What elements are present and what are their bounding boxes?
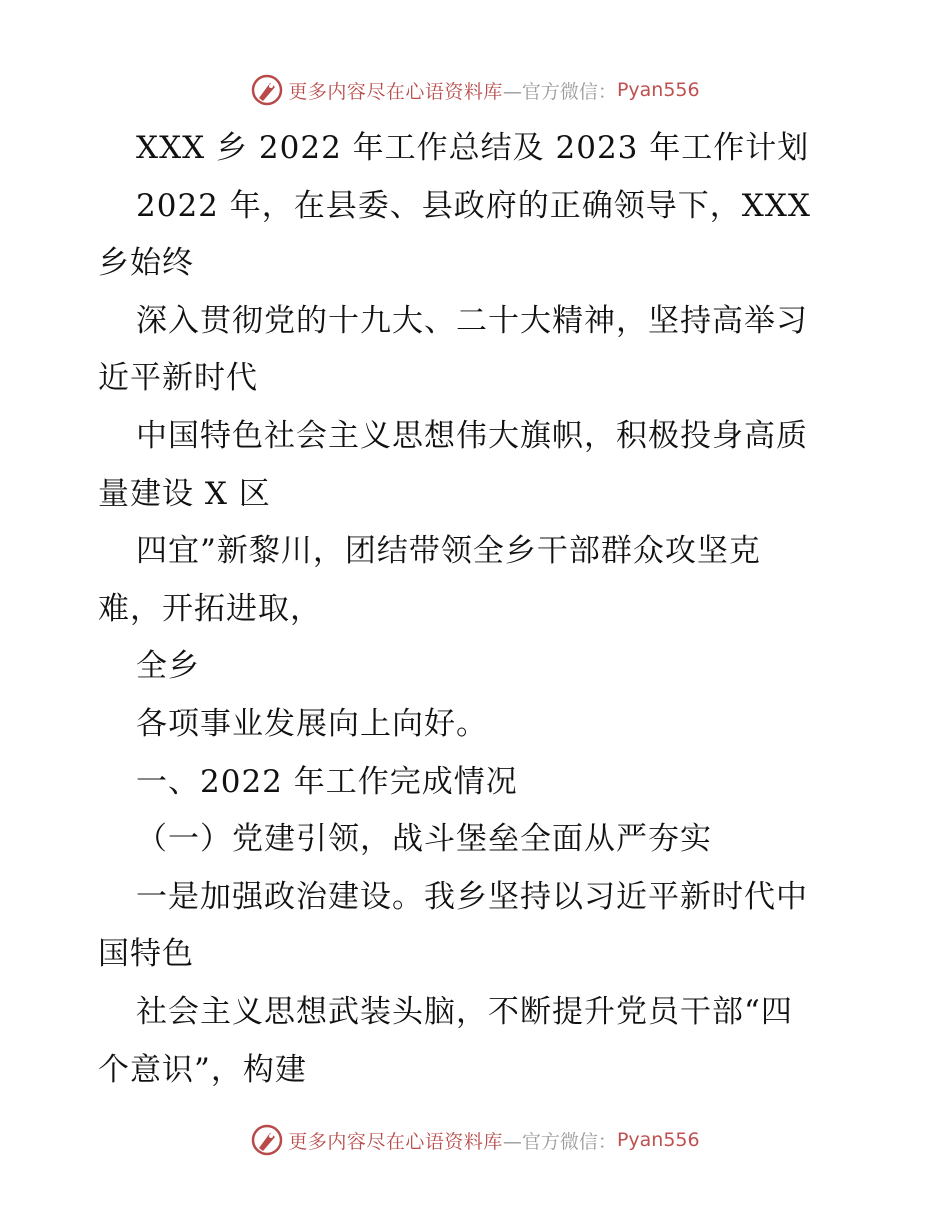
document-line: 近平新时代: [98, 360, 258, 397]
document-line: 国特色: [98, 936, 194, 973]
watermark-text: 更多内容尽在心语资料库: [288, 1130, 503, 1153]
document-line: 全乡: [136, 648, 200, 685]
document-line: 乡始终: [98, 245, 194, 282]
watermark-header: [0, 70, 950, 110]
document-line: 一是加强政治建设。我乡坚持以习近平新时代中: [136, 878, 808, 915]
document-line: 2022 年，在县委、县政府的正确领导下，XXX: [136, 187, 811, 224]
watermark-text: 更多内容尽在心语资料库: [288, 80, 503, 103]
document-line: 中国特色社会主义思想伟大旗帜，积极投身高质: [136, 417, 808, 454]
watermark-separator: —官方微信：: [502, 80, 617, 103]
section-heading: 一、2022 年工作完成情况: [136, 763, 518, 800]
pen-nib-circle-icon: [250, 73, 284, 107]
document-line: 各项事业发展向上向好。: [136, 705, 488, 742]
watermark-separator: —官方微信：: [502, 1130, 617, 1153]
document-line: 难，开拓进取，: [98, 590, 322, 627]
document-line: 个意识”，构建: [98, 1051, 307, 1088]
document-line: 量建设 X 区: [98, 475, 271, 512]
document-line: XXX 乡 2022 年工作总结及 2023 年工作计划: [136, 130, 810, 166]
document-line: 四宜”新黎川，团结带领全乡干部群众攻坚克: [136, 533, 761, 570]
subsection-heading: （一）党建引领，战斗堡垒全面从严夯实: [136, 821, 712, 858]
document-line: 社会主义思想武装头脑，不断提升党员干部“四: [136, 993, 793, 1030]
watermark-footer: [0, 1120, 950, 1160]
document-body: [98, 120, 858, 1099]
watermark-account: Pyan556: [616, 79, 700, 101]
pen-nib-circle-icon: [250, 1123, 284, 1157]
watermark-account: Pyan556: [616, 1129, 700, 1151]
document-line: 深入贯彻党的十九大、二十大精神，坚持高举习: [136, 302, 808, 339]
